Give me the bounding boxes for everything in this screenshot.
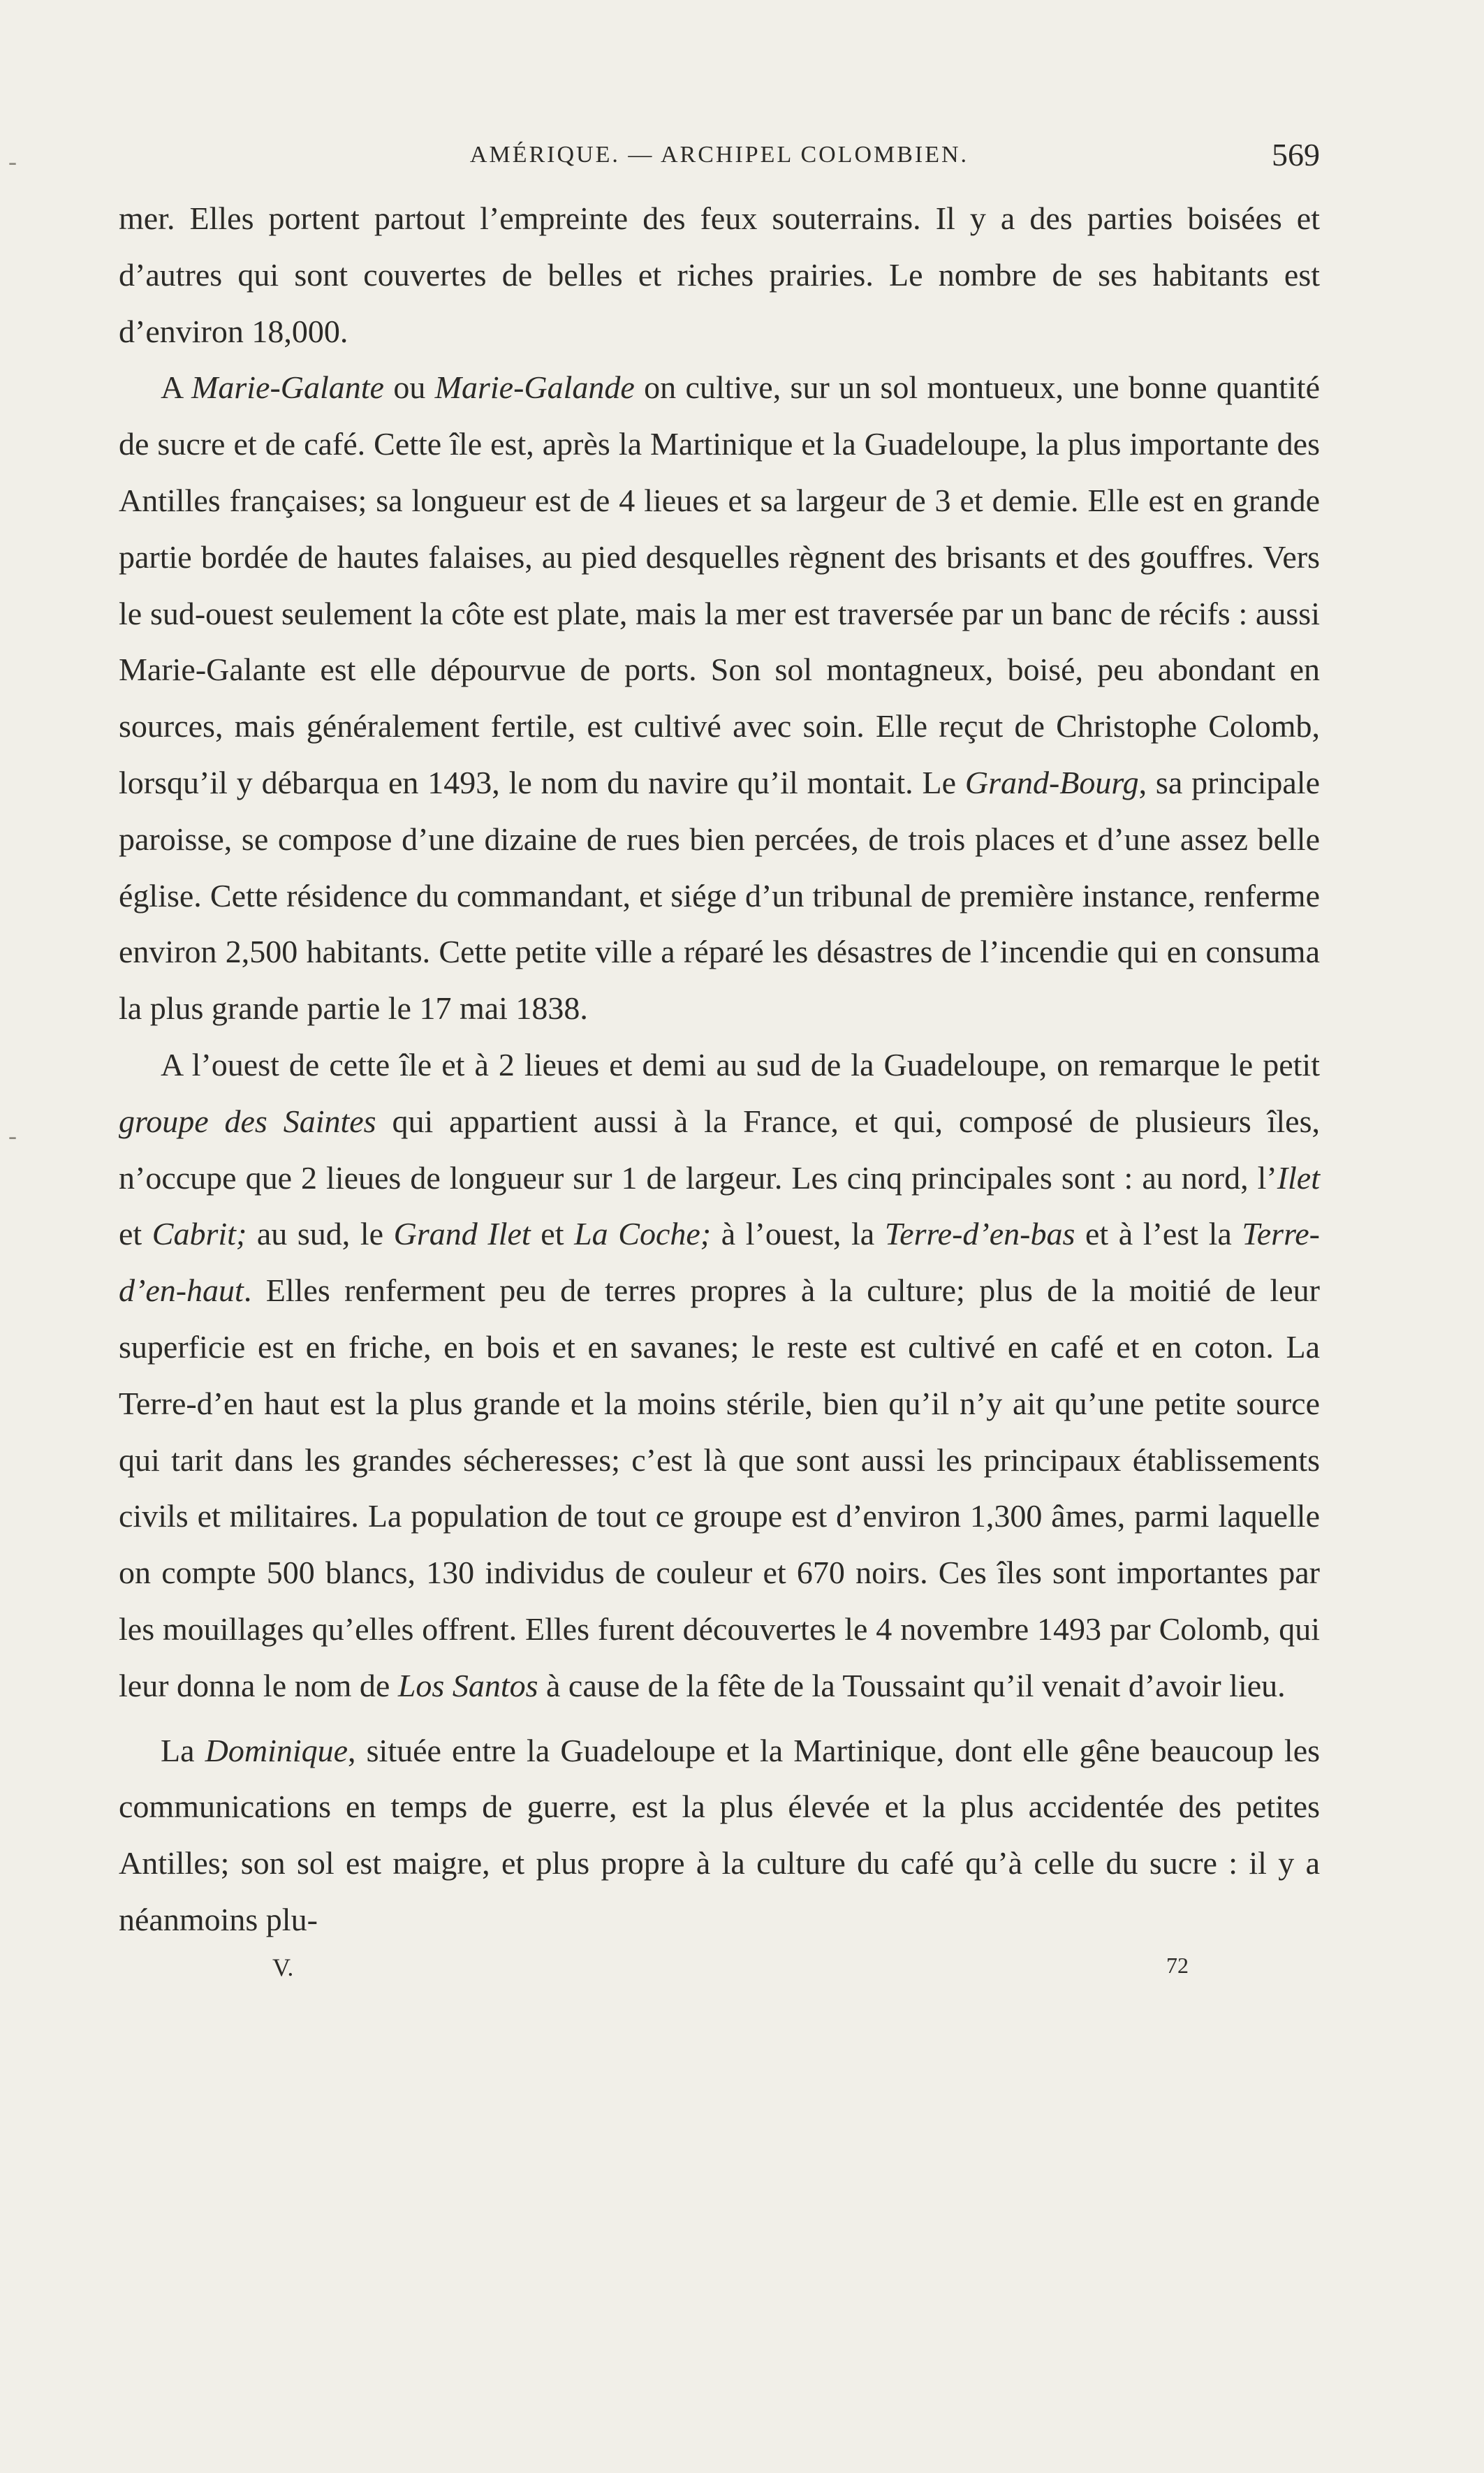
running-head [119, 136, 1320, 185]
italic-term: Cabrit; [152, 1216, 247, 1252]
text-run: à l’ouest, la [711, 1216, 885, 1252]
text-run: A [161, 369, 192, 406]
margin-mark-top: - [8, 147, 17, 175]
text-run: à cause de la fête de la Toussaint qu’il venait d’avoir lieu. [538, 1667, 1286, 1703]
italic-term: Marie-Galande [434, 369, 635, 406]
text-run: , située entre la Guadeloupe et la Martinique, dont elle gêne beaucoup les communications en temps de guerre, est la plus élevée et la plus accidentée des petites Antilles; son sol est maigre, et plus propre à la culture du café qu’à celle du sucre : il y a néanmoins plu- [119, 1732, 1321, 1937]
text-run: et [530, 1216, 575, 1252]
text-run: La [161, 1732, 205, 1768]
text-run: au sud, le [247, 1216, 394, 1252]
italic-term: La Coche; [574, 1216, 712, 1252]
sheet-number: 72 [1166, 1952, 1189, 1978]
italic-term: Marie-Galante [191, 369, 384, 406]
text-run: et [119, 1216, 152, 1252]
paragraph-marie-galante [119, 360, 1320, 1037]
italic-term: Ilet [1277, 1159, 1320, 1196]
italic-term: groupe des Saintes [119, 1103, 376, 1139]
paragraph-dominique [119, 1723, 1320, 1949]
paragraph-les-saintes [119, 1037, 1320, 1715]
italic-term: Los Santos [397, 1667, 538, 1703]
footer [119, 1953, 1320, 1995]
text-run: mer. Elles portent partout l’empreinte des feux souterrains. Il y a des parties boisées et d’autres qui sont couvertes de belles et riches prairies. Le nombre de ses habitants est d’environ 18,000. [119, 200, 1320, 349]
text-run: et à l’est la [1075, 1216, 1242, 1252]
margin-mark-middle: - [8, 1122, 17, 1150]
italic-term: Dominique [205, 1732, 348, 1768]
italic-term: Terre-d’en-bas [884, 1216, 1075, 1252]
text-run: qui appartient aussi à la France, et qui, composé de plusieurs îles, n’occupe que 2 lieues de longueur sur 1 de largeur. Les cinq principales sont : au nord, l’ [119, 1103, 1320, 1196]
text-run: A l’ouest de cette île et à 2 lieues et demi au sud de la Guadeloupe, on remarque le petit [161, 1046, 1320, 1083]
book-page [119, 136, 1320, 1995]
paragraph-continuation [119, 191, 1320, 360]
running-title: AMÉRIQUE. — ARCHIPEL COLOMBIEN. [469, 142, 969, 168]
page-number: 569 [1272, 137, 1320, 173]
signature-mark: V. [272, 1953, 294, 1981]
text-run: on cultive, sur un sol montueux, une bonne quantité de sucre et de café. Cette île est, après la Martinique et la Guadeloupe, la plus importante des Antilles françaises; sa longueur est de 4 lieues et sa largeur de 3 et demie. Elle est en grande partie bordée de hautes falaises, au pied desquelles règnent des brisants et des gouffres. Vers le sud-ouest seulement la côte est plate, mais la mer est traversée par un banc de récifs : aussi Marie-Galante est elle dépourvue de ports. Son sol montagneux, boisé, peu abondant en sources, mais généralement fertile, est cultivé avec soin. Elle reçut de Christophe Colomb, lorsqu’il y débarqua en 1493, le nom du navire qu’il montait. Le [119, 369, 1321, 800]
text-run: . Elles renferment peu de terres propres à la culture; plus de la moitié de leur superficie est en friche, en bois et en savanes; le reste est cultivé en café et en coton. La Terre-d’en haut est la plus grande et la moins stérile, bien qu’il n’y ait qu’une petite source qui tarit dans les grandes sécheresses; c’est là que sont aussi les principaux établissements civils et militaires. La population de tout ce groupe est d’environ 1,300 âmes, parmi laquelle on compte 500 blancs, 130 individus de couleur et 670 noirs. Ces îles sont importantes par les mouillages qu’elles offrent. Elles furent découvertes le 4 novembre 1493 par Colomb, qui leur donna le nom de [119, 1272, 1320, 1703]
text-run: ou [383, 369, 435, 406]
italic-term: Grand-Bourg [964, 764, 1139, 800]
italic-term: Terre-d’en-haut [119, 1216, 1320, 1309]
body-text [119, 191, 1320, 1949]
italic-term: Grand Ilet [393, 1216, 531, 1252]
text-run: , sa principale paroisse, se compose d’une dizaine de rues bien percées, de trois places et d’une assez belle église. Cette résidence du commandant, et siége d’un tribunal de première instance, renferme environ 2,500 habitants. Cette petite ville a réparé les désastres de l’incendie qui en consuma la plus grande partie le 17 mai 1838. [119, 764, 1320, 1027]
